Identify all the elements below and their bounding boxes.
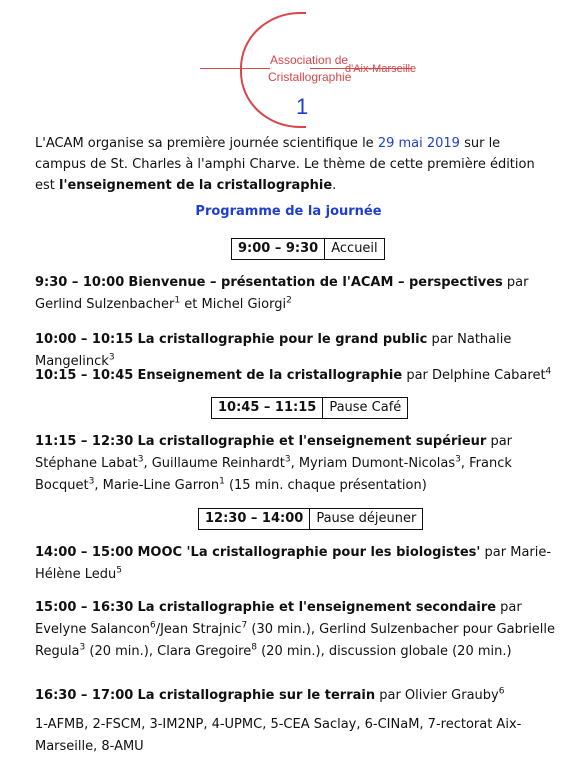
acam-logo	[0, 0, 577, 130]
session-item: 16:30 – 17:00 La cristallographie sur le terrain par Olivier Grauby$^6$	[35, 686, 505, 703]
programme-title: Programme de la journée	[195, 204, 382, 219]
session-item: 15:00 – 16:30 La cristallographie et l'enseignement secondaire par Evelyne Salancon$^6$/Jean Strajnic$^7$ (30 min.), Gerlind Sulzenbacher pour Gabrielle Regula$^3$ (20 min.), Clara Gregoire$^8$ (20 min.), discussion globale (20 min.)	[35, 600, 556, 659]
intro-paragraph: L'ACAM organise sa première journée scientifique le 29 mai 2019 sur le campus de St. Charles à l'amphi Charve. Le thème de cette première édition est l'enseignement de la cristallographie.	[35, 136, 535, 193]
event-date: 29 mai 2019	[377, 136, 460, 151]
break-pause-dejeuner: 12:30 – 14:00 Pause déjeuner	[198, 508, 423, 530]
event-theme: l'enseignement de la cristallographie	[59, 178, 333, 193]
session-item: 10:15 – 10:45 Enseignement de la cristallographie par Delphine Cabaret$^4$	[35, 366, 552, 383]
logo-line2: Cristallographie	[268, 70, 352, 84]
session-item: 9:30 – 10:00 Bienvenue – présentation de l'ACAM – perspectives par Gerlind Sulzenbacher$^1$ et Michel Giorgi$^2$	[35, 275, 529, 312]
break-accueil: 9:00 – 9:30 Accueil	[231, 238, 385, 260]
session-item: 14:00 – 15:00 MOOC 'La cristallographie pour les biologistes' par Marie-Hélène Ledu$^5$	[35, 545, 552, 582]
session-item: 11:15 – 12:30 La cristallographie et l'enseignement supérieur par Stéphane Labat$^3$, Guillaume Reinhardt$^3$, Myriam Dumont-Nicolas$^3$, Franck Bocquet$^3$, Marie-Line Garron$^1$ (15 min. chaque présentation)	[35, 434, 513, 493]
logo-suffix: d'Aix-Marseille	[345, 63, 417, 75]
logo-number: 1	[296, 94, 309, 119]
session-item: 10:00 – 10:15 La cristallographie pour le grand public par Nathalie Mangelinck$^3$	[35, 332, 512, 369]
break-pause-cafe: 10:45 – 11:15 Pause Café	[211, 397, 408, 419]
logo-line1: Association de	[270, 53, 349, 67]
affiliations-footnote: 1-AFMB, 2-FSCM, 3-IM2NP, 4-UPMC, 5-CEA Saclay, 6-CINaM, 7-rectorat Aix-Marseille, 8-AMU	[35, 717, 522, 754]
